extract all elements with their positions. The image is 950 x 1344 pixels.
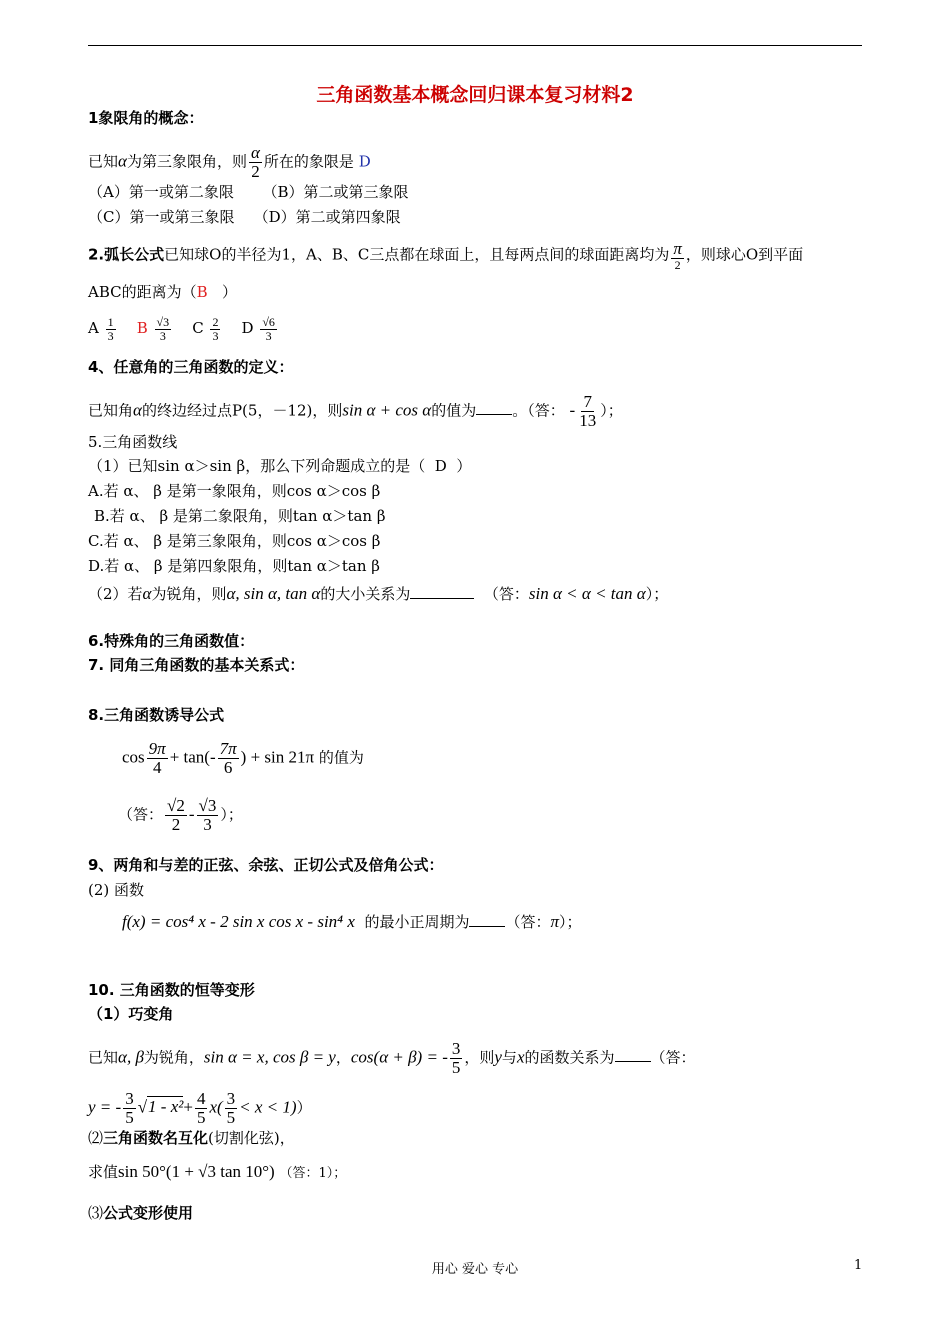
section-5-option-a: A.若 α、 β 是第一象限角，则cos α＞cos β (88, 482, 381, 500)
section-1-question: 已知α为第三象限角，则 $\frac{\alpha}{2}$ 所在的象限是 D (88, 143, 371, 181)
section-5-heading: 5.三角函数线 (88, 433, 178, 451)
section-6-heading: 6.特殊角的三角函数值： (88, 632, 255, 650)
section-5-part2: （2）若α为锐角，则α, sin α, tan α的大小关系为 （答：sin α < α < tan α）； (88, 584, 669, 603)
section-10-heading: 10. 三角函数的恒等变形 (88, 981, 255, 999)
section-10-question: 已知α, β为锐角，sin α = x, cos β = y，cos(α + β) = - $\frac{3}{5}$ ，则y与x的函数关系为 （答： (88, 1039, 696, 1077)
page-number: 1 (854, 1258, 863, 1273)
section-5-option-d: D.若 α、 β 是第四象限角，则tan α＞tan β (88, 557, 380, 575)
section-5-part1: （1）已知sin α＞sin β，那么下列命题成立的是（ D ） (88, 457, 472, 475)
header-rule (88, 45, 862, 46)
section-10-answer: y = - $\frac{3}{5}$ √1 - x²+ $\frac{4}{5}$ x( $\frac{3}{5}$ < x < 1)） (88, 1089, 312, 1127)
section-5-option-b: B.若 α、 β 是第二象限角，则tan α＞tan β (94, 507, 386, 525)
page-title: 三角函数基本概念回归课本复习材料2 (316, 84, 634, 106)
section-1-options-row2: （C）第一或第三象限 （D）第二或第四象限 (88, 208, 401, 226)
section-10-sub3: ⑶公式变形使用 (88, 1204, 194, 1222)
section-10-question2: 求值sin 50°(1 + √3 tan 10°) （答：1）； (88, 1162, 347, 1181)
section-10-sub1: （1）巧变角 (88, 1005, 174, 1023)
section-9-heading: 9、两角和与差的正弦、余弦、正切公式及倍角公式： (88, 856, 444, 874)
pi-over-2-fraction: $\frac{\pi}{2}$ (673, 239, 682, 272)
section-9-expression: f(x) = cos⁴ x - 2 sin x cos x - sin⁴ x 的最小正周期为 （答：π）； (122, 912, 582, 931)
section-1-options-row1: （A）第一或第二象限 （B）第二或第三象限 (88, 183, 409, 201)
section-1-answer: D (358, 152, 371, 171)
section-4-heading: 4、任意角的三角函数的定义： (88, 358, 294, 376)
section-8-answer: （答： $\frac{√2}{2}$ - $\frac{√3}{3}$ ）； (118, 796, 243, 834)
section-1-heading: 1象限角的概念： (88, 109, 204, 127)
section-8-heading: 8.三角函数诱导公式 (88, 706, 225, 724)
section-2-question: 2.弧长公式已知球O的半径为1，A、B、C三点都在球面上，且每两点间的球面距离均为 $\frac{\pi}{2}$ ，则球心O到平面 (88, 239, 804, 272)
alpha-over-2-fraction: $\frac{\alpha}{2}$ (250, 143, 260, 181)
section-9-sub: (2) 函数 (88, 881, 145, 899)
section-10-sub2: ⑵三角函数名互化(切割化弦)， (88, 1129, 295, 1147)
section-5-option-c: C.若 α、 β 是第三象限角，则cos α＞cos β (88, 532, 381, 550)
section-7-heading: 7. 同角三角函数的基本关系式： (88, 656, 305, 674)
section-8-expression: cos $\frac{9\pi}{4}$ + tan(- $\frac{7\pi}{6}$ ) + sin 21π 的值为 (122, 739, 364, 777)
section-2-options: A $\frac{1}{3}$ B $\frac{√3}{3}$ C $\frac{2}{3}$ D $\frac{√6}{3}$ (88, 315, 275, 343)
section-2-question-line2: ABC的距离为（B ） (88, 283, 237, 301)
section-4-question: 已知角α的终边经过点P(5，－12)，则sin α + cos α的值为 。（答： - $\frac{7}{13}$ ）； (88, 392, 623, 430)
page-footer: 用心 爱心 专心 (431, 1262, 519, 1277)
